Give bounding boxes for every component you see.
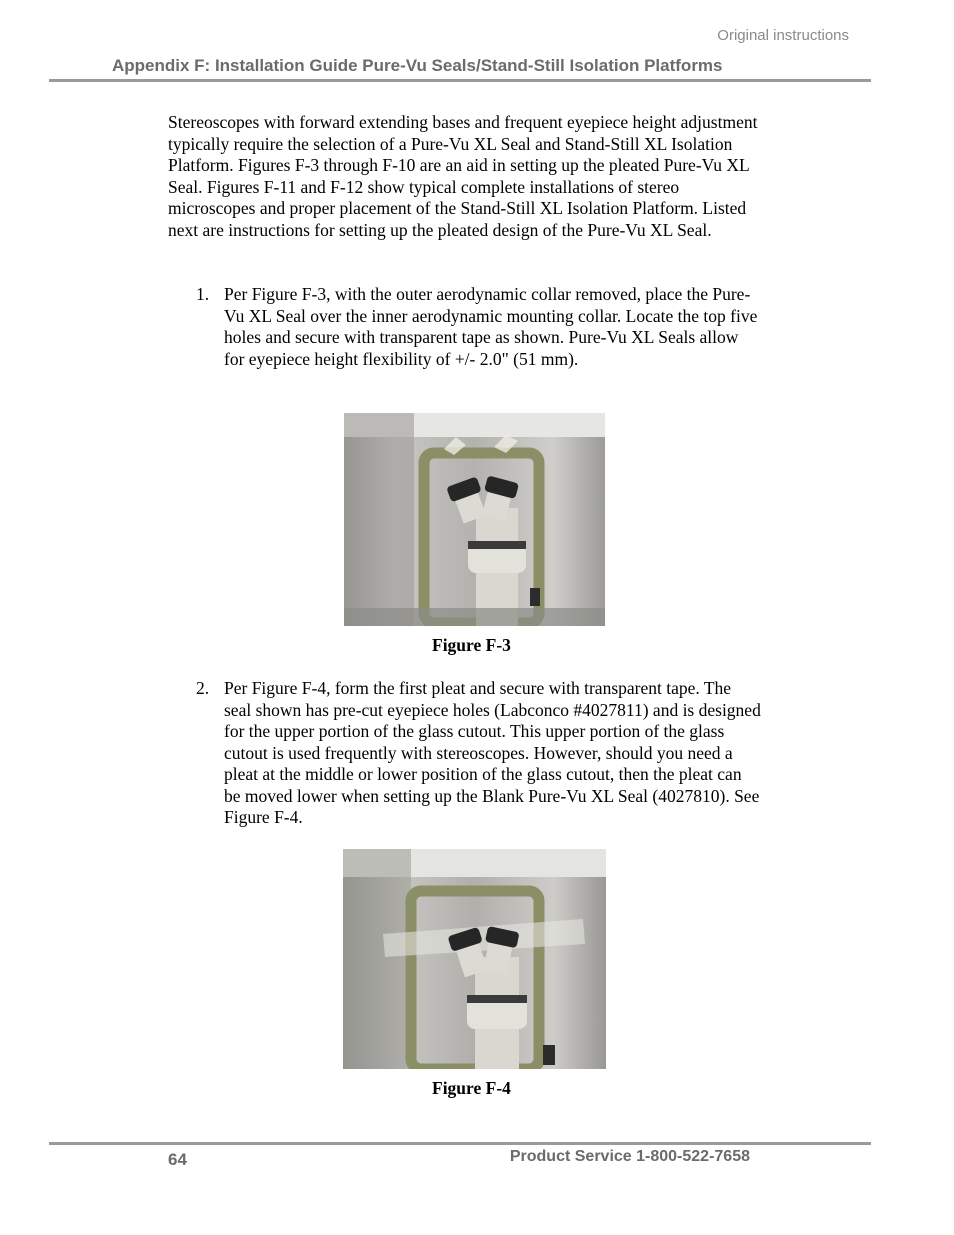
step-number: 2. bbox=[196, 678, 210, 698]
step-number: 1. bbox=[196, 284, 210, 304]
figure-f4-caption: Figure F-4 bbox=[432, 1078, 511, 1098]
step-1 bbox=[196, 284, 761, 370]
microscope-pleat-photo bbox=[343, 849, 606, 1069]
original-instructions-note: Original instructions bbox=[717, 27, 849, 44]
page-number: 64 bbox=[168, 1150, 187, 1169]
footer-divider bbox=[49, 1142, 871, 1145]
microscope-seal-photo bbox=[344, 413, 605, 626]
product-service-phone: Product Service 1-800-522-7658 bbox=[509, 1148, 750, 1165]
step-text: Per Figure F-3, with the outer aerodynamic collar removed, place the Pure-Vu XL Seal over the inner aerodynamic mounting collar. Locate the top five holes and secure with transparent tape as shown. Pure-Vu XL Seals allow for eyepiece height flexibility of +/- 2.0" (51 mm). bbox=[224, 284, 758, 369]
figure-f3-photo bbox=[344, 413, 605, 626]
page-header-title: Appendix F: Installation Guide Pure-Vu Seals/Stand-Still Isolation Platforms bbox=[112, 56, 723, 75]
figure-f3-caption: Figure F-3 bbox=[432, 635, 511, 655]
header-divider bbox=[49, 79, 871, 82]
intro-paragraph: Stereoscopes with forward extending bases and frequent eyepiece height adjustment typically require the selection of a Pure-Vu XL Seal and Stand-Still XL Isolation Platform. Figures F-3 through F-10 are an aid in setting up the pleated Pure-Vu XL Seal. Figures F-11 and F-12 show typical complete installations of stereo microscopes and proper placement of the Stand-Still XL Isolation Platform. Listed next are instructions for setting up the pleated design of the Pure-Vu XL Seal. bbox=[168, 112, 758, 240]
figure-f4-photo bbox=[343, 849, 606, 1069]
step-2 bbox=[196, 678, 761, 829]
step-text: Per Figure F-4, form the first pleat and secure with transparent tape. The seal shown has pre-cut eyepiece holes (Labconco #4027811) and is designed for the upper portion of the glass cutout. This upper portion of the glass cutout is used frequently with stereoscopes. However, should you need a pleat at the middle or lower position of the glass cutout, then the pleat can be moved lower when setting up the Blank Pure-Vu XL Seal (4027810). See Figure F-4. bbox=[224, 678, 761, 827]
